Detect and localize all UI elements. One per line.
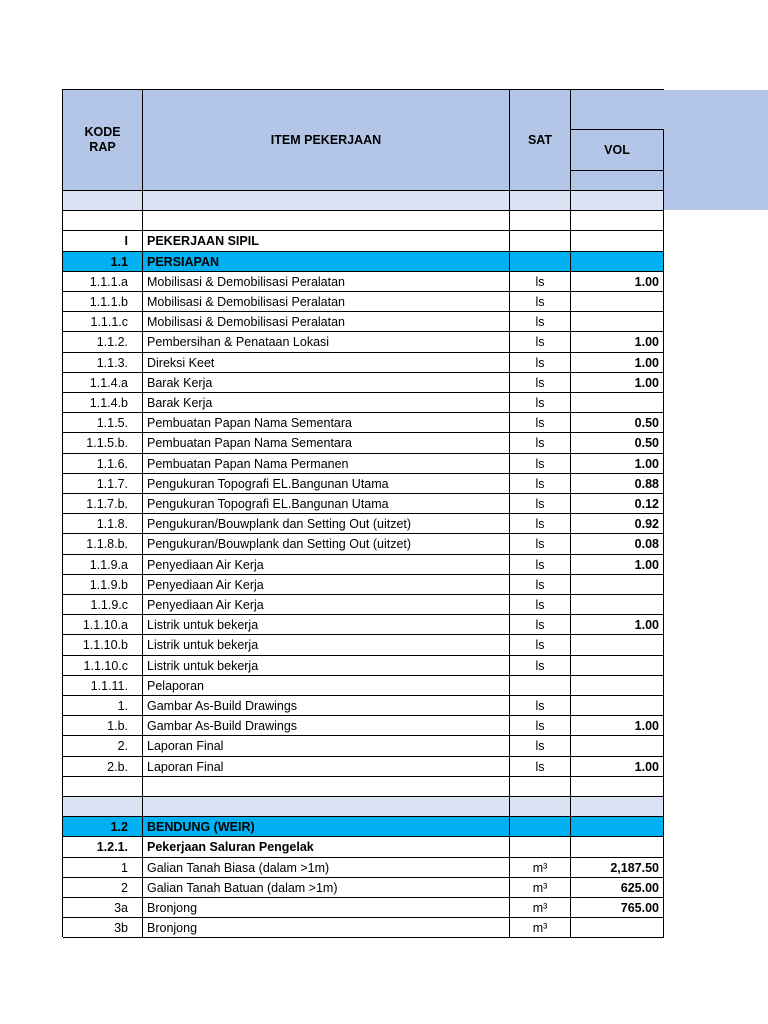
header-vol-bottom[interactable] — [571, 171, 664, 191]
cell-kode[interactable]: 1.2.1. — [63, 837, 143, 858]
cell-kode[interactable]: 1.1.10.c — [63, 656, 143, 676]
cell-sat[interactable] — [510, 252, 571, 272]
cell-item[interactable]: Pembuatan Papan Nama Permanen — [143, 454, 510, 474]
cell-kode[interactable]: 1.1.11. — [63, 676, 143, 696]
cell-item[interactable]: Mobilisasi & Demobilisasi Peralatan — [143, 292, 510, 312]
cell-sat[interactable] — [510, 797, 571, 817]
cell-vol[interactable]: 1.00 — [571, 615, 664, 635]
cell-item[interactable]: Pembuatan Papan Nama Sementara — [143, 413, 510, 433]
cell-kode[interactable]: 1.1.9.a — [63, 555, 143, 575]
cell-vol[interactable] — [571, 797, 664, 817]
header-vol-top[interactable] — [571, 90, 664, 130]
cell-item[interactable] — [143, 191, 510, 211]
cell-sat[interactable]: ls — [510, 534, 571, 555]
cell-kode[interactable]: 1 — [63, 858, 143, 878]
cell-item[interactable]: Bronjong — [143, 898, 510, 918]
cell-vol[interactable]: 0.92 — [571, 514, 664, 534]
cell-item[interactable]: PEKERJAAN SIPIL — [143, 231, 510, 252]
cell-sat[interactable]: ls — [510, 413, 571, 433]
cell-kode[interactable]: 1. — [63, 696, 143, 716]
cell-kode[interactable] — [63, 777, 143, 797]
cell-item[interactable]: Pelaporan — [143, 676, 510, 696]
cell-item[interactable] — [143, 211, 510, 231]
cell-item[interactable]: Galian Tanah Biasa (dalam >1m) — [143, 858, 510, 878]
cell-vol[interactable]: 1.00 — [571, 353, 664, 373]
cell-kode[interactable]: 3a — [63, 898, 143, 918]
cell-kode[interactable]: 2 — [63, 878, 143, 898]
cell-item[interactable]: Pengukuran/Bouwplank dan Setting Out (uitzet) — [143, 514, 510, 534]
cell-item[interactable]: PERSIAPAN — [143, 252, 510, 272]
cell-sat[interactable] — [510, 817, 571, 837]
cell-kode[interactable]: 1.1.1.b — [63, 292, 143, 312]
cell-kode[interactable]: 1.1.1.a — [63, 272, 143, 292]
cell-sat[interactable]: ls — [510, 494, 571, 514]
cell-item[interactable]: Pembuatan Papan Nama Sementara — [143, 433, 510, 454]
cell-vol[interactable] — [571, 656, 664, 676]
cell-sat[interactable] — [510, 777, 571, 797]
cell-kode[interactable]: 1.1.4.b — [63, 393, 143, 413]
cell-kode[interactable] — [63, 797, 143, 817]
cell-vol[interactable] — [571, 736, 664, 757]
cell-kode[interactable]: 1.1.8. — [63, 514, 143, 534]
cell-sat[interactable]: ls — [510, 292, 571, 312]
header-background-extension — [664, 90, 768, 210]
cell-vol[interactable] — [571, 635, 664, 656]
cell-kode[interactable]: I — [63, 231, 143, 252]
cell-sat[interactable] — [510, 676, 571, 696]
cell-kode[interactable]: 1.1.4.a — [63, 373, 143, 393]
cell-item[interactable]: Pekerjaan Saluran Pengelak — [143, 837, 510, 858]
cell-vol[interactable]: 625.00 — [571, 878, 664, 898]
cell-item[interactable]: Pembersihan & Penataan Lokasi — [143, 332, 510, 353]
cell-item[interactable]: Pengukuran Topografi EL.Bangunan Utama — [143, 474, 510, 494]
cell-kode[interactable]: 1.1 — [63, 252, 143, 272]
cell-vol[interactable]: 1.00 — [571, 272, 664, 292]
cell-sat[interactable]: m³ — [510, 898, 571, 918]
cell-sat[interactable]: ls — [510, 555, 571, 575]
cell-item[interactable] — [143, 777, 510, 797]
cell-item[interactable]: Galian Tanah Batuan (dalam >1m) — [143, 878, 510, 898]
cell-vol[interactable]: 0.88 — [571, 474, 664, 494]
cell-vol[interactable] — [571, 837, 664, 858]
cell-kode[interactable]: 1.1.10.a — [63, 615, 143, 635]
cell-item[interactable]: Mobilisasi & Demobilisasi Peralatan — [143, 312, 510, 332]
cell-item[interactable]: Barak Kerja — [143, 393, 510, 413]
cell-vol[interactable] — [571, 211, 664, 231]
cell-sat[interactable]: ls — [510, 332, 571, 353]
cell-vol[interactable]: 1.00 — [571, 716, 664, 736]
cell-kode[interactable]: 1.1.7. — [63, 474, 143, 494]
cell-item[interactable]: Bronjong — [143, 918, 510, 938]
header-item-pekerjaan[interactable]: ITEM PEKERJAAN — [143, 90, 510, 191]
cell-sat[interactable]: ls — [510, 433, 571, 454]
cell-sat[interactable]: ls — [510, 575, 571, 595]
cell-vol[interactable] — [571, 231, 664, 252]
cell-item[interactable]: Listrik untuk bekerja — [143, 615, 510, 635]
cell-sat[interactable]: ls — [510, 757, 571, 777]
cell-vol[interactable] — [571, 191, 664, 211]
cell-item[interactable]: BENDUNG (WEIR) — [143, 817, 510, 837]
cell-item[interactable]: Penyediaan Air Kerja — [143, 595, 510, 615]
cell-item[interactable]: Listrik untuk bekerja — [143, 635, 510, 656]
cell-sat[interactable]: ls — [510, 393, 571, 413]
cell-vol[interactable]: 1.00 — [571, 373, 664, 393]
cell-kode[interactable]: 1.1.9.b — [63, 575, 143, 595]
cell-item[interactable]: Direksi Keet — [143, 353, 510, 373]
cell-vol[interactable]: 1.00 — [571, 332, 664, 353]
cell-vol[interactable] — [571, 817, 664, 837]
cell-vol[interactable] — [571, 393, 664, 413]
cell-item[interactable]: Mobilisasi & Demobilisasi Peralatan — [143, 272, 510, 292]
cell-kode[interactable]: 3b — [63, 918, 143, 938]
cell-kode[interactable]: 1.1.8.b. — [63, 534, 143, 555]
cell-sat[interactable] — [510, 231, 571, 252]
cell-vol[interactable]: 0.50 — [571, 413, 664, 433]
cell-kode[interactable] — [63, 211, 143, 231]
cell-sat[interactable]: ls — [510, 736, 571, 757]
cell-sat[interactable]: ls — [510, 353, 571, 373]
cell-sat[interactable]: m³ — [510, 858, 571, 878]
header-vol[interactable]: VOL — [571, 130, 664, 171]
cell-item[interactable]: Laporan Final — [143, 736, 510, 757]
cell-sat[interactable]: m³ — [510, 918, 571, 938]
cell-sat[interactable]: ls — [510, 514, 571, 534]
cell-kode[interactable]: 1.1.9.c — [63, 595, 143, 615]
cell-kode[interactable]: 1.1.2. — [63, 332, 143, 353]
cell-kode[interactable]: 1.1.1.c — [63, 312, 143, 332]
cell-sat[interactable]: ls — [510, 595, 571, 615]
cell-kode[interactable]: 1.b. — [63, 716, 143, 736]
header-kode-rap[interactable]: KODE RAP — [63, 90, 143, 191]
cell-sat[interactable]: ls — [510, 373, 571, 393]
header-sat[interactable]: SAT — [510, 90, 571, 191]
cell-item[interactable]: Penyediaan Air Kerja — [143, 575, 510, 595]
cell-kode[interactable] — [63, 191, 143, 211]
cell-item[interactable]: Penyediaan Air Kerja — [143, 555, 510, 575]
cell-item[interactable]: Laporan Final — [143, 757, 510, 777]
cell-vol[interactable]: 765.00 — [571, 898, 664, 918]
cell-vol[interactable]: 0.08 — [571, 534, 664, 555]
cell-sat[interactable]: ls — [510, 696, 571, 716]
cell-kode[interactable]: 1.1.3. — [63, 353, 143, 373]
cell-item[interactable]: Barak Kerja — [143, 373, 510, 393]
cell-sat[interactable]: ls — [510, 474, 571, 494]
cell-vol[interactable]: 0.12 — [571, 494, 664, 514]
cell-vol[interactable]: 1.00 — [571, 454, 664, 474]
cell-kode[interactable]: 1.1.5. — [63, 413, 143, 433]
cell-vol[interactable] — [571, 696, 664, 716]
cell-vol[interactable] — [571, 292, 664, 312]
cell-sat[interactable]: ls — [510, 312, 571, 332]
cell-kode[interactable]: 1.1.10.b — [63, 635, 143, 656]
cell-sat[interactable]: ls — [510, 272, 571, 292]
cell-kode[interactable]: 1.1.6. — [63, 454, 143, 474]
cell-vol[interactable]: 1.00 — [571, 555, 664, 575]
cell-sat[interactable]: ls — [510, 656, 571, 676]
cell-vol[interactable] — [571, 252, 664, 272]
cell-item[interactable] — [143, 797, 510, 817]
cell-vol[interactable] — [571, 918, 664, 938]
cell-kode[interactable]: 2. — [63, 736, 143, 757]
cell-vol[interactable] — [571, 676, 664, 696]
cell-sat[interactable]: ls — [510, 716, 571, 736]
cell-item[interactable]: Pengukuran Topografi EL.Bangunan Utama — [143, 494, 510, 514]
cell-vol[interactable]: 0.50 — [571, 433, 664, 454]
cell-kode[interactable]: 1.1.7.b. — [63, 494, 143, 514]
cell-sat[interactable]: ls — [510, 635, 571, 656]
cell-vol[interactable] — [571, 777, 664, 797]
cell-vol[interactable] — [571, 595, 664, 615]
cell-item[interactable]: Gambar As-Build Drawings — [143, 696, 510, 716]
cell-sat[interactable] — [510, 211, 571, 231]
cell-item[interactable]: Gambar As-Build Drawings — [143, 716, 510, 736]
cell-sat[interactable]: m³ — [510, 878, 571, 898]
cell-sat[interactable] — [510, 191, 571, 211]
cell-kode[interactable]: 1.2 — [63, 817, 143, 837]
cell-vol[interactable]: 2,187.50 — [571, 858, 664, 878]
cell-item[interactable]: Listrik untuk bekerja — [143, 656, 510, 676]
cell-vol[interactable] — [571, 575, 664, 595]
cell-kode[interactable]: 1.1.5.b. — [63, 433, 143, 454]
cell-vol[interactable] — [571, 312, 664, 332]
cell-sat[interactable]: ls — [510, 615, 571, 635]
cell-sat[interactable]: ls — [510, 454, 571, 474]
cell-sat[interactable] — [510, 837, 571, 858]
cell-kode[interactable]: 2.b. — [63, 757, 143, 777]
cell-item[interactable]: Pengukuran/Bouwplank dan Setting Out (uitzet) — [143, 534, 510, 555]
cell-vol[interactable]: 1.00 — [571, 757, 664, 777]
